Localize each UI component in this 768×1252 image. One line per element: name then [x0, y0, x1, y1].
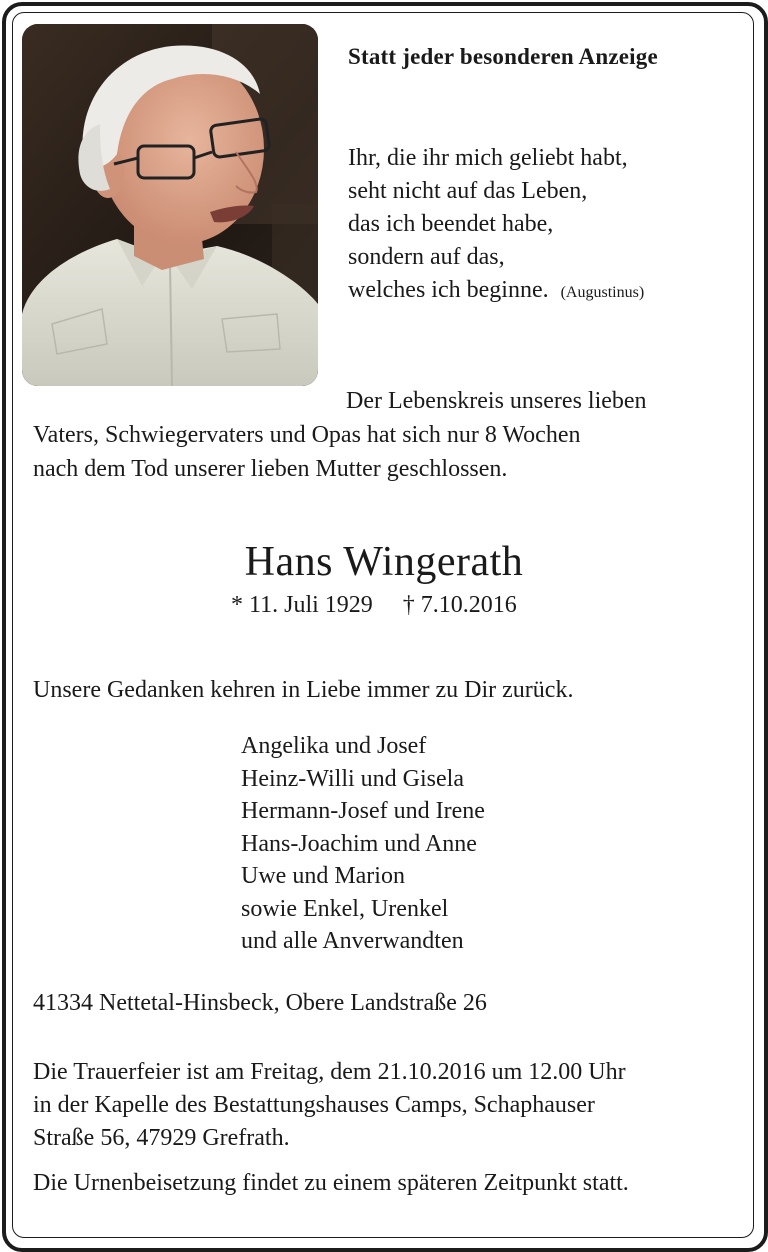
- family-address: 41334 Nettetal-Hinsbeck, Obere Landstraße 26: [33, 990, 487, 1016]
- poem-line: seht nicht auf das Leben,: [348, 178, 588, 204]
- ceremony-info: [33, 1056, 626, 1155]
- notice-heading: Statt jeder besonderen Anzeige: [348, 44, 658, 69]
- ceremony-line: Die Trauerfeier ist am Freitag, dem 21.10.2016 um 12.00 Uhr: [33, 1059, 626, 1085]
- poem-line: sondern auf das,: [348, 244, 505, 270]
- poem: [348, 142, 644, 309]
- ceremony-line: Straße 56, 47929 Grefrath.: [33, 1125, 290, 1151]
- poem-attribution: (Augustinus): [560, 284, 645, 301]
- family-member: Angelika und Josef: [241, 733, 427, 759]
- urn-burial-note: Die Urnenbeisetzung findet zu einem späteren Zeitpunkt statt.: [33, 1170, 629, 1196]
- family-member: Hermann-Josef und Irene: [241, 798, 485, 824]
- portrait-photo: [22, 24, 318, 386]
- family-member: Heinz-Willi und Gisela: [241, 765, 464, 792]
- family-member: Uwe und Marion: [241, 863, 405, 889]
- birth-date: * 11. Juli 1929: [231, 592, 373, 618]
- family-member: sowie Enkel, Urenkel: [241, 895, 449, 922]
- poem-last-line: [348, 274, 644, 309]
- ceremony-line: in der Kapelle des Bestattungshauses Camps, Schaphauser: [33, 1092, 595, 1118]
- death-date: † 7.10.2016: [402, 592, 517, 618]
- life-dates: [231, 592, 517, 619]
- family-list: [241, 730, 485, 958]
- intro-line: Vaters, Schwiegervaters und Opas hat sich nur 8 Wochen: [33, 422, 581, 448]
- intro-line: Der Lebenskreis unseres lieben: [346, 388, 647, 414]
- family-member: und alle Anverwandten: [241, 928, 464, 954]
- intro-line: nach dem Tod unserer lieben Mutter geschlossen.: [33, 456, 508, 482]
- deceased-name: Hans Wingerath: [244, 539, 524, 585]
- memorial-sentence: Unsere Gedanken kehren in Liebe immer zu Dir zurück.: [33, 677, 574, 703]
- poem-line: Ihr, die ihr mich geliebt habt,: [348, 145, 628, 171]
- intro-text: [33, 384, 647, 486]
- poem-line: welches ich beginne.: [348, 277, 549, 303]
- family-member: Hans-Joachim und Anne: [241, 830, 477, 857]
- poem-line: das ich beendet habe,: [348, 211, 554, 237]
